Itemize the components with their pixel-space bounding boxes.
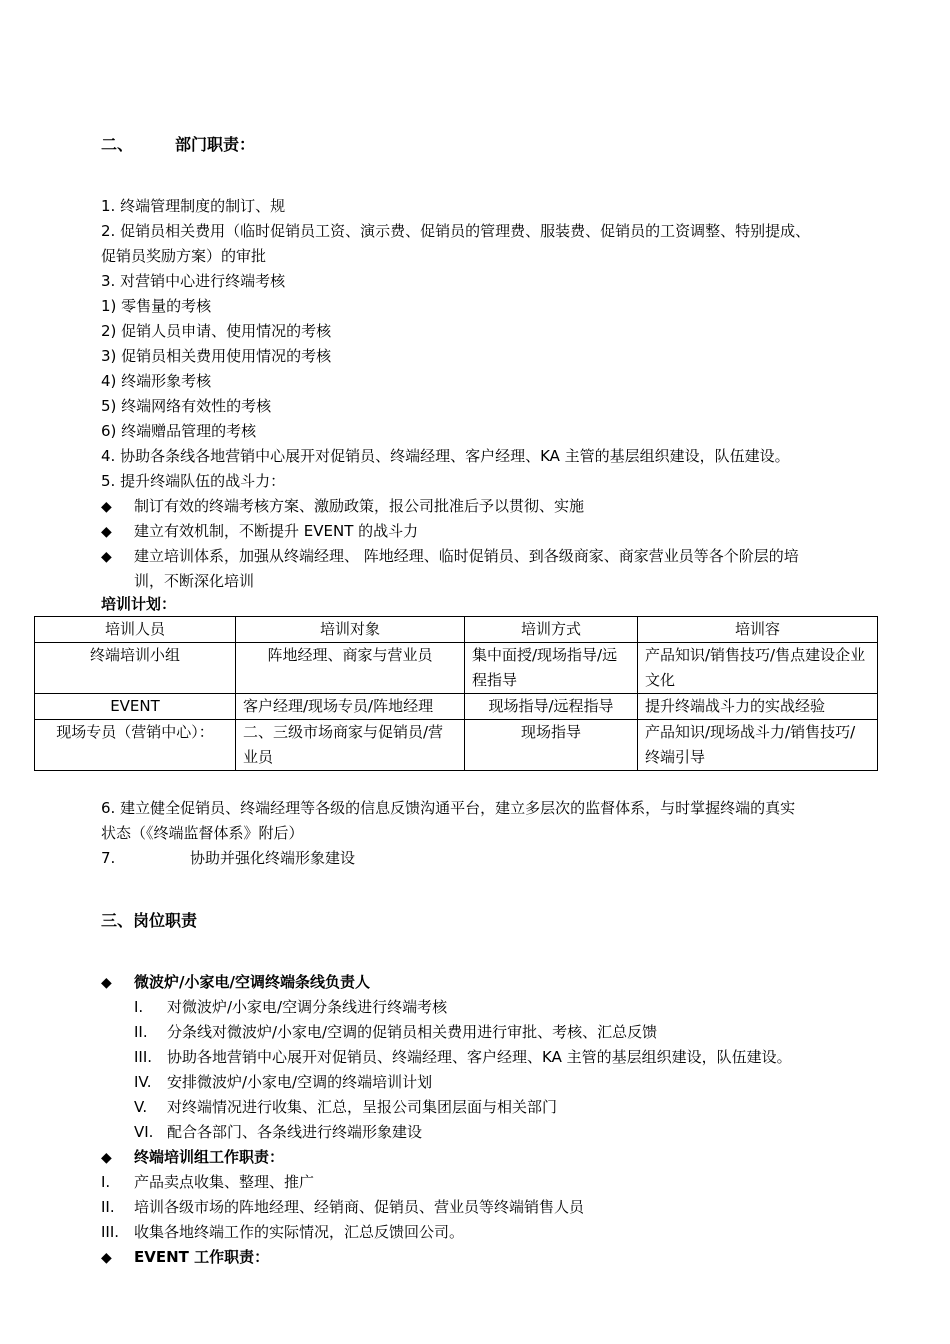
list-item-number: I.: [134, 998, 144, 1016]
diamond-bullet-icon: ◆: [101, 549, 112, 565]
item-7-number: 7.: [101, 849, 116, 867]
table-row: [35, 643, 878, 694]
list-item: [134, 1045, 792, 1070]
table-cell: 二、三级市场商家与促销员/营业员: [236, 720, 465, 771]
list-item: [101, 1195, 584, 1220]
group-1-title: 微波炉/小家电/空调终端条线负责人: [134, 973, 370, 991]
list-item-text: 配合各部门、各条线进行终端形象建设: [167, 1123, 423, 1141]
list-item: [134, 1095, 557, 1120]
list-item-number: IV.: [134, 1073, 152, 1091]
table-header-cell: 培训方式: [465, 617, 638, 643]
table-cell: 终端培训小组: [35, 643, 236, 694]
sub-item-6: 6) 终端赠品管理的考核: [101, 422, 257, 440]
list-item-text: 对终端情况进行收集、汇总，呈报公司集团层面与相关部门: [167, 1098, 558, 1116]
item-6-line-2: 状态（《终端监督体系》附后）: [101, 824, 304, 842]
section-2-heading: [101, 132, 255, 157]
group-2-heading: [101, 1145, 284, 1170]
diamond-bullet-icon: ◆: [101, 1250, 112, 1266]
item-1: 1. 终端管理制度的制订、规: [101, 197, 286, 215]
list-item: [134, 995, 447, 1020]
item-3: 3. 对营销中心进行终端考核: [101, 272, 286, 290]
bullet-item-3-continued: 训，不断深化培训: [134, 572, 255, 590]
list-item-number: III.: [101, 1223, 120, 1241]
group-1-heading: [101, 970, 370, 995]
diamond-bullet-icon: ◆: [101, 1150, 112, 1166]
group-3-title: EVENT 工作职责：: [134, 1248, 270, 1266]
list-item: [134, 1020, 657, 1045]
item-5: 5. 提升终端队伍的战斗力：: [101, 472, 286, 490]
table-cell: 现场指导/远程指导: [465, 694, 638, 720]
table-cell: 客户经理/现场专员/阵地经理: [236, 694, 465, 720]
bullet-item-2: [101, 519, 418, 544]
table-header-row: [35, 617, 878, 643]
group-2-title: 终端培训组工作职责：: [134, 1148, 285, 1166]
list-item: [134, 1120, 422, 1145]
sub-item-1: 1) 零售量的考核: [101, 297, 212, 315]
bullet-item-1: [101, 494, 584, 519]
item-7-text: 协助并强化终端形象建设: [190, 849, 356, 867]
table-cell: 现场专员（营销中心）：: [35, 720, 236, 771]
bullet-item-1-text: 制订有效的终端考核方案、激励政策，报公司批准后予以贯彻、实施: [134, 497, 585, 515]
sub-item-2: 2) 促销人员申请、使用情况的考核: [101, 322, 332, 340]
section-2-number: 二、: [101, 135, 134, 154]
table-cell: 提升终端战斗力的实战经验: [638, 694, 878, 720]
table-header-cell: 培训人员: [35, 617, 236, 643]
list-item-text: 协助各地营销中心展开对促销员、终端经理、客户经理、KA 主管的基层组织建设，队伍建设。: [167, 1048, 792, 1066]
item-6-line-1: 6. 建立健全促销员、终端经理等各级的信息反馈沟通平台，建立多层次的监督体系，与时掌握终端的真实: [101, 799, 796, 817]
table-cell: 产品知识/现场战斗力/销售技巧/终端引导: [638, 720, 878, 771]
list-item-text: 安排微波炉/小家电/空调的终端培训计划: [167, 1073, 433, 1091]
list-item-number: I.: [101, 1173, 111, 1191]
item-7: [101, 846, 355, 871]
list-item-number: II.: [101, 1198, 115, 1216]
list-item: [134, 1070, 432, 1095]
list-item-text: 产品卖点收集、整理、推广: [134, 1173, 315, 1191]
list-item-text: 收集各地终端工作的实际情况，汇总反馈回公司。: [134, 1223, 465, 1241]
bullet-item-2-text: 建立有效机制，不断提升 EVENT 的战斗力: [134, 522, 419, 540]
table-header-cell: 培训容: [638, 617, 878, 643]
bullet-item-3: [101, 544, 799, 569]
item-2-line-1: 2. 促销员相关费用（临时促销员工资、演示费、促销员的管理费、服装费、促销员的工资调整、特别提成、: [101, 222, 811, 240]
table-header-cell: 培训对象: [236, 617, 465, 643]
list-item-text: 分条线对微波炉/小家电/空调的促销员相关费用进行审批、考核、汇总反馈: [167, 1023, 658, 1041]
table-cell: 产品知识/销售技巧/售点建设企业文化: [638, 643, 878, 694]
item-2-line-2: 促销员奖励方案）的审批: [101, 247, 267, 265]
table-row: [35, 694, 878, 720]
table-cell: EVENT: [35, 694, 236, 720]
sub-item-4: 4) 终端形象考核: [101, 372, 212, 390]
sub-item-5: 5) 终端网络有效性的考核: [101, 397, 272, 415]
list-item-number: V.: [134, 1098, 148, 1116]
list-item-text: 对微波炉/小家电/空调分条线进行终端考核: [167, 998, 448, 1016]
list-item: [101, 1220, 464, 1245]
bullet-item-3-text: 建立培训体系，加强从终端经理、 阵地经理、临时促销员、到各级商家、商家营业员等各个阶层的培: [134, 547, 799, 565]
item-4: 4. 协助各条线各地营销中心展开对促销员、终端经理、客户经理、KA 主管的基层组织建设，队伍建设。: [101, 447, 790, 465]
list-item: [101, 1170, 314, 1195]
group-3-heading: [101, 1245, 269, 1270]
section-2-title: 部门职责：: [175, 135, 256, 154]
table-row: [35, 720, 878, 771]
list-item-text: 培训各级市场的阵地经理、经销商、促销员、营业员等终端销售人员: [134, 1198, 585, 1216]
diamond-bullet-icon: ◆: [101, 524, 112, 540]
sub-item-3: 3) 促销员相关费用使用情况的考核: [101, 347, 332, 365]
list-item-number: II.: [134, 1023, 148, 1041]
list-item-number: VI.: [134, 1123, 154, 1141]
list-item-number: III.: [134, 1048, 153, 1066]
table-cell: 现场指导: [465, 720, 638, 771]
training-plan-table: [34, 616, 878, 771]
table-cell: 阵地经理、商家与营业员: [236, 643, 465, 694]
training-plan-label: 培训计划：: [101, 595, 177, 613]
diamond-bullet-icon: ◆: [101, 975, 112, 991]
table-cell: 集中面授/现场指导/远程指导: [465, 643, 638, 694]
section-3-heading: 三、岗位职责: [101, 911, 198, 930]
diamond-bullet-icon: ◆: [101, 499, 112, 515]
